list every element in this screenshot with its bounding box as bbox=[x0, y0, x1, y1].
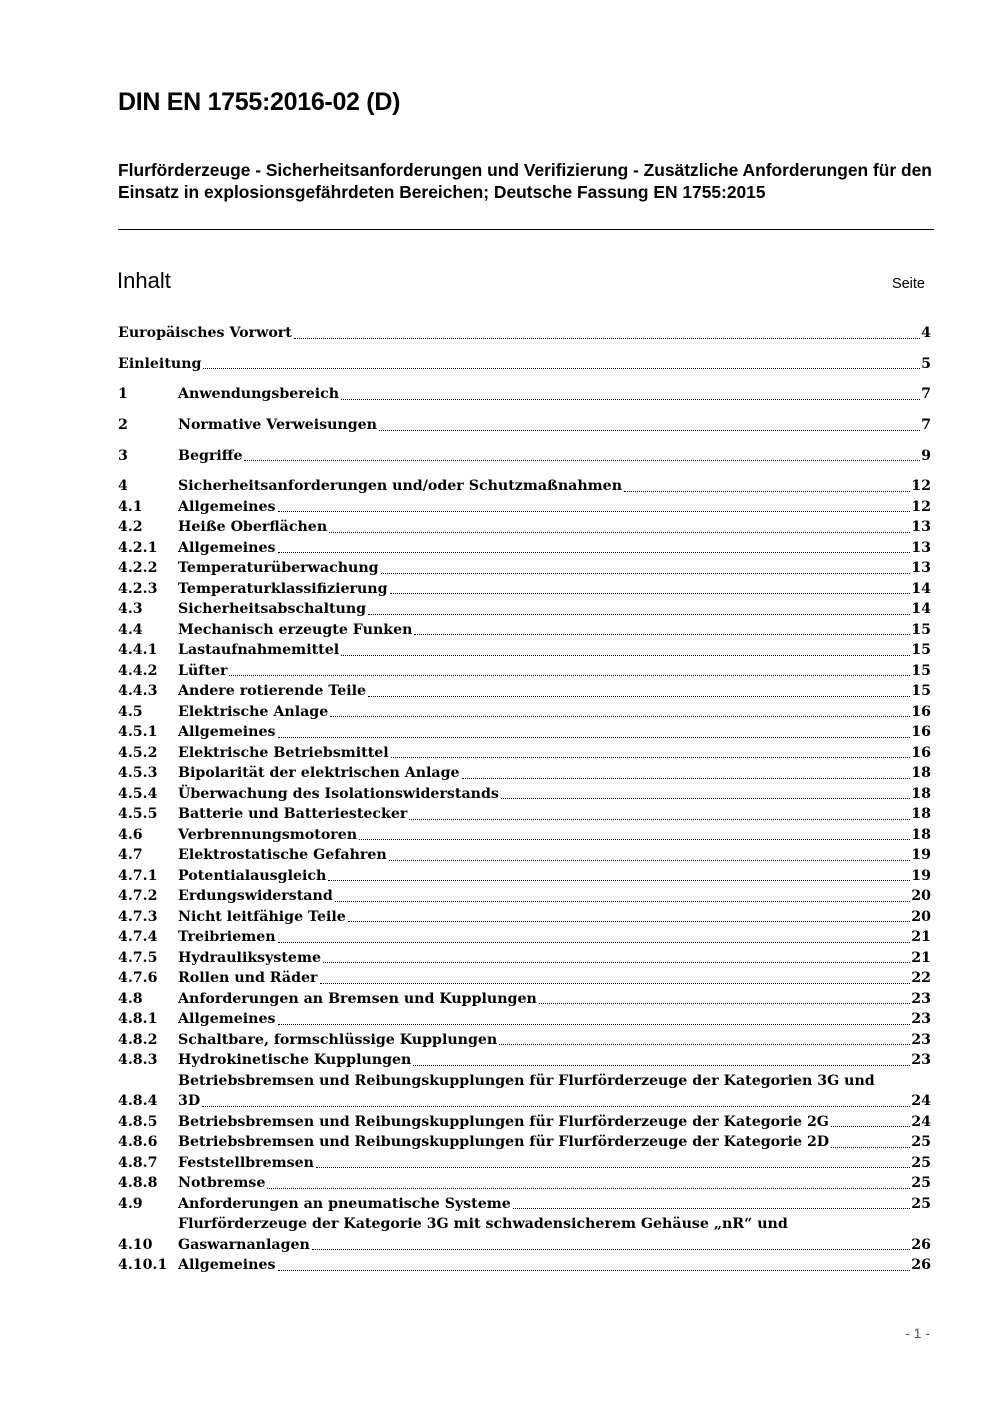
toc-entry-page: 24 bbox=[911, 1093, 931, 1110]
toc-entry-number: 4.7 bbox=[118, 847, 143, 864]
dot-leader bbox=[329, 532, 910, 533]
toc-entry[interactable] bbox=[118, 927, 931, 948]
toc-entry-title: Allgemeines bbox=[178, 724, 276, 741]
toc-entry[interactable] bbox=[118, 1255, 931, 1276]
toc-entry-number: 4.3 bbox=[118, 601, 143, 618]
dot-leader bbox=[462, 778, 911, 779]
dot-leader bbox=[499, 1044, 910, 1045]
page-column-label: Seite bbox=[891, 276, 925, 292]
dot-leader bbox=[379, 430, 920, 431]
toc-entry-title: Andere rotierende Teile bbox=[178, 683, 367, 700]
toc-entry-number: 4.8.4 bbox=[118, 1093, 158, 1110]
dot-leader bbox=[513, 1208, 910, 1209]
toc-entry-number: 2 bbox=[118, 417, 128, 434]
toc-entry[interactable] bbox=[118, 1153, 931, 1174]
toc-entry-title: Notbremse bbox=[178, 1175, 266, 1192]
toc-entry-number: 4.8.3 bbox=[118, 1052, 158, 1069]
toc-entry-title: Anforderungen an pneumatische Systeme bbox=[178, 1195, 511, 1212]
toc-entry-number: 4.8.5 bbox=[118, 1113, 158, 1130]
toc-entry[interactable] bbox=[118, 702, 931, 723]
toc-entry-page: 23 bbox=[911, 990, 931, 1007]
toc-entry[interactable] bbox=[118, 989, 931, 1010]
toc-entry[interactable] bbox=[118, 784, 931, 805]
toc-entry-page: 22 bbox=[911, 970, 931, 987]
dot-leader bbox=[389, 860, 911, 861]
title-divider bbox=[118, 229, 934, 230]
toc-entry[interactable] bbox=[118, 763, 931, 784]
toc-entry-number: 4.5 bbox=[118, 703, 143, 720]
toc-entry-title: Treibriemen bbox=[178, 929, 276, 946]
toc-entry[interactable] bbox=[118, 1050, 931, 1071]
toc-entry-page: 18 bbox=[911, 765, 931, 782]
toc-entry[interactable] bbox=[118, 354, 931, 375]
toc-entry-page: 20 bbox=[911, 888, 931, 905]
toc-entry[interactable] bbox=[118, 661, 931, 682]
dot-leader bbox=[381, 573, 911, 574]
toc-entry-title: Bipolarität der elektrischen Anlage bbox=[178, 765, 460, 782]
toc-entry-number: 4.6 bbox=[118, 826, 143, 843]
toc-entry-page: 19 bbox=[911, 867, 931, 884]
toc-entry-title: Betriebsbremsen und Reibungskupplungen für Flurförderzeuge der Kategorie 2G bbox=[178, 1113, 829, 1130]
toc-entry-number: 4.4.3 bbox=[118, 683, 158, 700]
dot-leader bbox=[229, 675, 910, 676]
dot-leader bbox=[348, 921, 910, 922]
toc-entry-title: Flurförderzeuge der Kategorie 3G mit schwadensicherem Gehäuse „nR“ und bbox=[178, 1216, 788, 1233]
toc-entry-number: 4.5.2 bbox=[118, 744, 158, 761]
toc-entry-title: Lüfter bbox=[178, 662, 228, 679]
dot-leader bbox=[267, 1188, 910, 1189]
toc-entry-title: Hydrauliksysteme bbox=[178, 949, 321, 966]
toc-entry-page: 4 bbox=[921, 325, 931, 341]
toc-entry-title: Betriebsbremsen und Reibungskupplungen für Flurförderzeuge der Kategorie 2D bbox=[178, 1134, 830, 1151]
toc-entry-page: 9 bbox=[921, 447, 931, 464]
toc-entry-title-continued: 3D bbox=[178, 1093, 201, 1110]
toc-entry[interactable] bbox=[118, 968, 931, 989]
toc-entry-page: 24 bbox=[911, 1113, 931, 1130]
dot-leader bbox=[278, 942, 911, 943]
toc-entry-title: Heiße Oberflächen bbox=[178, 519, 328, 536]
dot-leader bbox=[278, 1024, 911, 1025]
toc-entry-title-continued: Gaswarnanlagen bbox=[178, 1236, 310, 1253]
toc-entry-number: 4.7.4 bbox=[118, 929, 158, 946]
toc-entry[interactable] bbox=[118, 866, 931, 887]
toc-entry[interactable] bbox=[118, 1194, 931, 1215]
toc-entry-title: Erdungswiderstand bbox=[178, 888, 333, 905]
toc-entry[interactable] bbox=[118, 1214, 931, 1255]
toc-entry-title: Elektrische Betriebsmittel bbox=[178, 744, 389, 761]
toc-entry-page: 15 bbox=[911, 642, 931, 659]
toc-entry-page: 20 bbox=[911, 908, 931, 925]
toc-entry-page: 15 bbox=[911, 683, 931, 700]
toc-entry-page: 25 bbox=[911, 1154, 931, 1171]
toc-entry-title: Lastaufnahmemittel bbox=[178, 642, 340, 659]
toc-entry-page: 16 bbox=[911, 724, 931, 741]
dot-leader bbox=[409, 819, 910, 820]
toc-entry[interactable] bbox=[118, 640, 931, 661]
toc-heading: Inhalt bbox=[117, 268, 171, 293]
toc-entry-number: 4.10.1 bbox=[118, 1257, 168, 1274]
toc-entry-number: 4.5.1 bbox=[118, 724, 158, 741]
toc-entry-number: 4.2 bbox=[118, 519, 143, 536]
toc-entry-page: 13 bbox=[911, 539, 931, 556]
toc-entry[interactable] bbox=[118, 497, 931, 518]
toc-entry-page: 7 bbox=[921, 386, 931, 403]
toc-entry-number: 4.2.1 bbox=[118, 539, 158, 556]
toc-entry-page: 12 bbox=[911, 498, 931, 515]
dot-leader bbox=[341, 399, 920, 400]
toc-entry-number: 4.1 bbox=[118, 498, 143, 515]
dot-leader bbox=[278, 737, 911, 738]
toc-entry-title: Sicherheitsanforderungen und/oder Schutzmaßnahmen bbox=[178, 478, 623, 495]
dot-leader bbox=[501, 798, 910, 799]
dot-leader bbox=[294, 338, 920, 339]
toc-entry[interactable] bbox=[118, 384, 931, 405]
toc-entry-title: Einleitung bbox=[118, 355, 202, 372]
toc-entry-number: 4.5.3 bbox=[118, 765, 158, 782]
toc-entry[interactable] bbox=[118, 323, 931, 344]
toc-entry-page: 19 bbox=[911, 847, 931, 864]
toc-entry-title: Allgemeines bbox=[178, 539, 276, 556]
toc-entry[interactable] bbox=[118, 845, 931, 866]
dot-leader bbox=[414, 634, 910, 635]
toc-entry-title: Elektrische Anlage bbox=[178, 703, 329, 720]
toc-entry-page: 16 bbox=[911, 703, 931, 720]
dot-leader bbox=[368, 614, 910, 615]
toc-entry-number: 4.2.3 bbox=[118, 580, 158, 597]
toc-entry-page: 13 bbox=[911, 519, 931, 536]
toc-entry-page: 18 bbox=[911, 785, 931, 802]
toc-entry[interactable] bbox=[118, 620, 931, 641]
toc-entry-number: 3 bbox=[118, 447, 128, 464]
toc-entry-page: 18 bbox=[911, 806, 931, 823]
toc-entry-number: 4.5.4 bbox=[118, 785, 158, 802]
toc-entry-number: 4.5.5 bbox=[118, 806, 158, 823]
dot-leader bbox=[831, 1147, 910, 1148]
toc-entry[interactable] bbox=[118, 1030, 931, 1051]
toc-entry[interactable] bbox=[118, 886, 931, 907]
toc-entry[interactable] bbox=[118, 1173, 931, 1194]
toc-entry-number: 4.10 bbox=[118, 1236, 153, 1253]
toc-entry-title: Verbrennungsmotoren bbox=[178, 826, 358, 843]
toc-entry-title: Begriffe bbox=[178, 447, 243, 464]
dot-leader bbox=[328, 880, 910, 881]
dot-leader bbox=[391, 757, 911, 758]
table-of-contents bbox=[118, 323, 931, 1276]
toc-entry-title: Sicherheitsabschaltung bbox=[178, 601, 367, 618]
dot-leader bbox=[624, 491, 910, 492]
toc-entry-page: 23 bbox=[911, 1011, 931, 1028]
toc-entry-page: 25 bbox=[911, 1175, 931, 1192]
toc-entry-title: Mechanisch erzeugte Funken bbox=[178, 621, 413, 638]
toc-entry-page: 15 bbox=[911, 621, 931, 638]
page-number: - 1 - bbox=[905, 1325, 930, 1341]
toc-entry-page: 21 bbox=[911, 949, 931, 966]
toc-entry-title: Rollen und Räder bbox=[178, 970, 318, 987]
toc-entry[interactable] bbox=[118, 415, 931, 436]
toc-entry-number: 4.8.6 bbox=[118, 1134, 158, 1151]
toc-entry-number: 4.8.7 bbox=[118, 1154, 158, 1171]
toc-entry[interactable] bbox=[118, 722, 931, 743]
toc-entry-number: 4.7.3 bbox=[118, 908, 158, 925]
dot-leader bbox=[413, 1065, 910, 1066]
dot-leader bbox=[390, 593, 911, 594]
dot-leader bbox=[341, 655, 910, 656]
dot-leader bbox=[278, 1270, 911, 1271]
toc-entry-page: 14 bbox=[911, 601, 931, 618]
toc-entry[interactable] bbox=[118, 476, 931, 497]
toc-entry-number: 4 bbox=[118, 478, 128, 495]
dot-leader bbox=[359, 839, 910, 840]
toc-entry-title: Nicht leitfähige Teile bbox=[178, 908, 346, 925]
toc-entry-title: Allgemeines bbox=[178, 1011, 276, 1028]
toc-entry-title: Überwachung des Isolationswiderstands bbox=[178, 785, 499, 802]
toc-entry-page: 25 bbox=[911, 1134, 931, 1151]
toc-entry-page: 15 bbox=[911, 662, 931, 679]
dot-leader bbox=[320, 983, 911, 984]
toc-entry-page: 26 bbox=[911, 1236, 931, 1253]
dot-leader bbox=[278, 511, 911, 512]
toc-entry[interactable] bbox=[118, 599, 931, 620]
toc-entry-title: Potentialausgleich bbox=[178, 867, 327, 884]
toc-entry-number: 4.9 bbox=[118, 1195, 143, 1212]
toc-entry[interactable] bbox=[118, 907, 931, 928]
toc-entry-number: 4.4.2 bbox=[118, 662, 158, 679]
dot-leader bbox=[312, 1249, 910, 1250]
dot-leader bbox=[203, 368, 920, 369]
toc-entry-number: 4.7.5 bbox=[118, 949, 158, 966]
toc-entry-number: 4.8.2 bbox=[118, 1031, 158, 1048]
dot-leader bbox=[323, 962, 910, 963]
toc-entry-title: Hydrokinetische Kupplungen bbox=[178, 1052, 412, 1069]
toc-entry[interactable] bbox=[118, 743, 931, 764]
toc-entry-number: 4.8 bbox=[118, 990, 143, 1007]
toc-entry-title: Anwendungsbereich bbox=[178, 386, 340, 403]
dot-leader bbox=[202, 1106, 910, 1107]
toc-entry[interactable] bbox=[118, 1071, 931, 1112]
toc-entry[interactable] bbox=[118, 558, 931, 579]
dot-leader bbox=[368, 696, 910, 697]
toc-entry-title: Anforderungen an Bremsen und Kupplungen bbox=[178, 990, 537, 1007]
toc-entry-page: 5 bbox=[921, 355, 931, 372]
toc-entry[interactable] bbox=[118, 538, 931, 559]
document-id: DIN EN 1755:2016-02 (D) bbox=[118, 88, 401, 116]
toc-entry[interactable] bbox=[118, 1112, 931, 1133]
toc-entry-number: 4.7.1 bbox=[118, 867, 158, 884]
toc-entry-page: 18 bbox=[911, 826, 931, 843]
toc-entry-title: Temperaturklassifizierung bbox=[178, 580, 388, 597]
toc-entry[interactable] bbox=[118, 948, 931, 969]
toc-entry[interactable] bbox=[118, 579, 931, 600]
toc-entry-number: 4.7.6 bbox=[118, 970, 158, 987]
toc-entry-page: 12 bbox=[911, 478, 931, 495]
toc-entry-page: 26 bbox=[911, 1257, 931, 1274]
document-title: Flurförderzeuge - Sicherheitsanforderungen und Verifizierung - Zusätzliche Anforderungen für den Einsatz in explosionsgefährdeten Bereichen; Deutsche Fassung EN 1755:2015 bbox=[118, 160, 932, 202]
toc-entry-title: Batterie und Batteriestecker bbox=[178, 806, 408, 823]
toc-entry-number: 4.7.2 bbox=[118, 888, 158, 905]
dot-leader bbox=[278, 552, 911, 553]
toc-entry-title: Schaltbare, formschlüssige Kupplungen bbox=[178, 1031, 498, 1048]
toc-entry-page: 25 bbox=[911, 1195, 931, 1212]
toc-entry-number: 1 bbox=[118, 386, 128, 403]
toc-entry-page: 21 bbox=[911, 929, 931, 946]
dot-leader bbox=[539, 1003, 910, 1004]
toc-entry-title: Betriebsbremsen und Reibungskupplungen für Flurförderzeuge der Kategorien 3G und bbox=[178, 1072, 875, 1089]
toc-entry-page: 23 bbox=[911, 1052, 931, 1069]
toc-entry-title: Elektrostatische Gefahren bbox=[178, 847, 387, 864]
toc-entry[interactable] bbox=[118, 1132, 931, 1153]
toc-entry-number: 4.4.1 bbox=[118, 642, 158, 659]
toc-entry-title: Allgemeines bbox=[178, 498, 276, 515]
toc-entry-title: Feststellbremsen bbox=[178, 1154, 314, 1171]
toc-entry-title: Temperaturüberwachung bbox=[178, 560, 379, 577]
toc-entry-title: Allgemeines bbox=[178, 1257, 276, 1274]
toc-entry-number: 4.2.2 bbox=[118, 560, 158, 577]
toc-entry[interactable] bbox=[118, 446, 931, 467]
toc-entry[interactable] bbox=[118, 1009, 931, 1030]
toc-entry-page: 7 bbox=[921, 417, 931, 434]
toc-entry-number: 4.8.1 bbox=[118, 1011, 158, 1028]
toc-entry[interactable] bbox=[118, 804, 931, 825]
toc-entry-number: 4.8.8 bbox=[118, 1175, 158, 1192]
toc-entry[interactable] bbox=[118, 517, 931, 538]
dot-leader bbox=[244, 460, 920, 461]
dot-leader bbox=[316, 1167, 910, 1168]
toc-entry-page: 16 bbox=[911, 744, 931, 761]
toc-entry-page: 23 bbox=[911, 1031, 931, 1048]
toc-entry-page: 13 bbox=[911, 560, 931, 577]
dot-leader bbox=[831, 1126, 910, 1127]
toc-entry[interactable] bbox=[118, 681, 931, 702]
toc-entry-page: 14 bbox=[911, 580, 931, 597]
toc-entry-title: Europäisches Vorwort bbox=[118, 325, 292, 341]
toc-entry-number: 4.4 bbox=[118, 621, 143, 638]
dot-leader bbox=[330, 716, 910, 717]
toc-entry-title: Normative Verweisungen bbox=[178, 417, 377, 434]
toc-entry[interactable] bbox=[118, 825, 931, 846]
dot-leader bbox=[335, 901, 911, 902]
